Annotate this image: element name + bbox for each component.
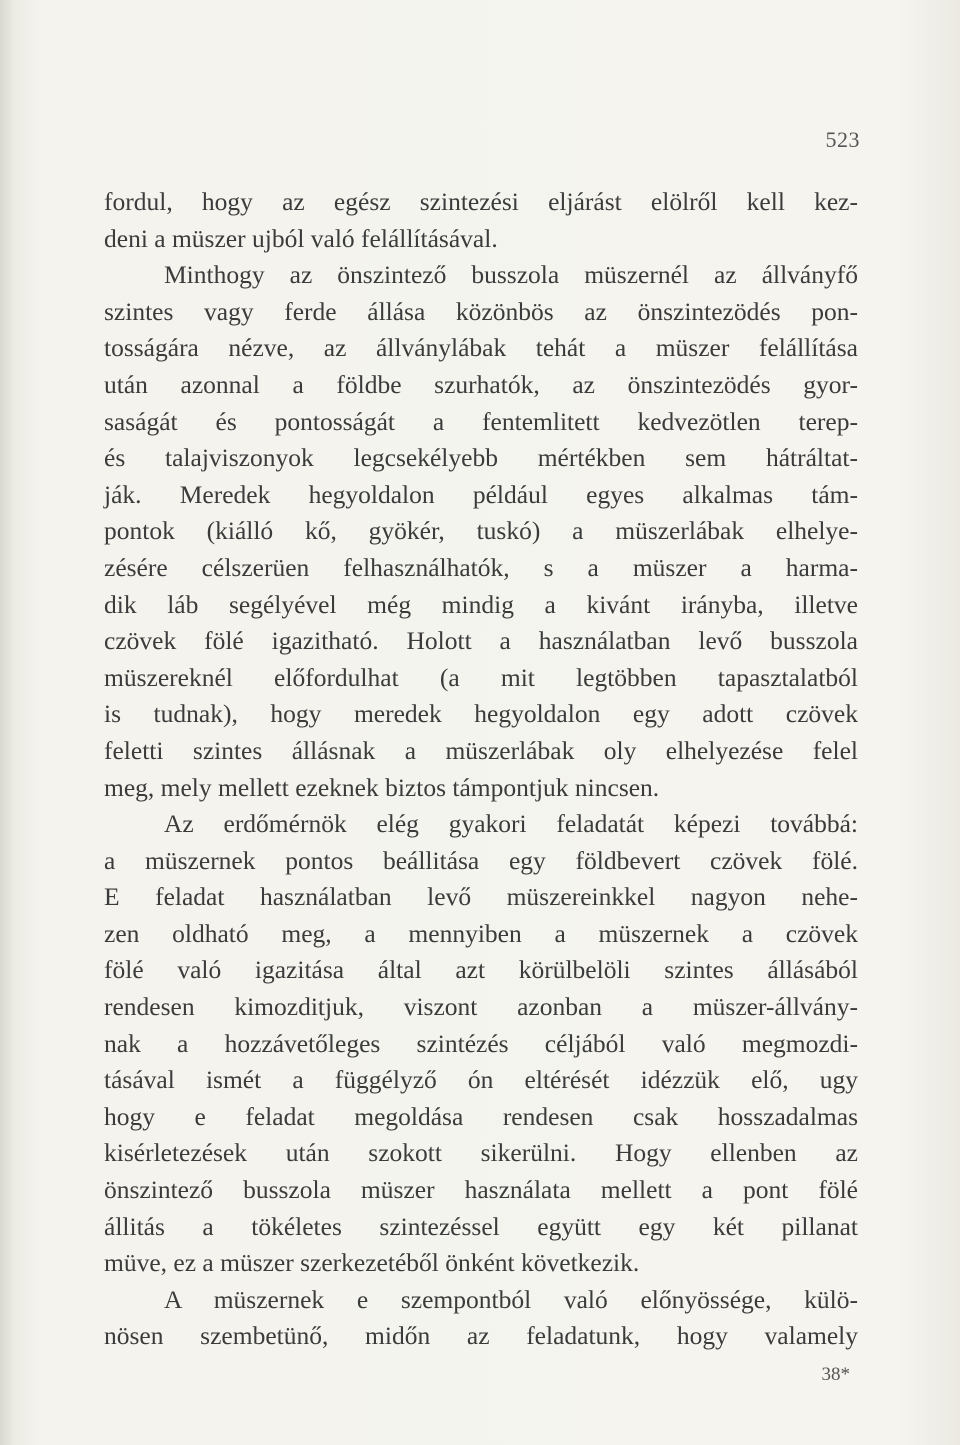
page-number: 523	[825, 127, 860, 152]
text-line: pontok (kiálló kő, gyökér, tuskó) a müszerlábak elhelye-	[104, 516, 858, 546]
text-line: hogy e feladat megoldása rendesen csak hosszadalmas	[104, 1101, 858, 1131]
text-line: és talajviszonyok legcsekélyebb mértékben sem hátráltat-	[104, 443, 858, 473]
body-text	[104, 184, 858, 1355]
text-line: nösen szembetünő, midőn az feladatunk, hogy valamely	[104, 1321, 858, 1351]
text-line: tosságára nézve, az állványlábak tehát a müszer felállítása	[104, 333, 858, 363]
text-line: müszereknél előfordulhat (a mit legtöbben tapasztalatból	[104, 662, 858, 692]
text-line: zésére célszerüen felhasználhatók, s a müszer a harma-	[104, 552, 858, 582]
text-line: is tudnak), hogy meredek hegyoldalon egy adott czövek	[104, 699, 858, 729]
text-line: kisérletezések után szokott sikerülni. Hogy ellenben az	[104, 1138, 858, 1168]
text-line: A müszernek e szempontból való előnyössége, külö-	[164, 1284, 858, 1314]
text-line: E feladat használatban levő müszereinkkel nagyon nehe-	[104, 882, 858, 912]
signature-mark: 38*	[821, 1364, 850, 1385]
text-line: rendesen kimozditjuk, viszont azonban a müszer-állvány-	[104, 992, 858, 1022]
text-line: czövek fölé igazitható. Holott a használatban levő busszola	[104, 626, 858, 656]
text-line: önszintező busszola müszer használata mellett a pont fölé	[104, 1175, 858, 1205]
text-line: a müszernek pontos beállitása egy földbevert czövek fölé.	[104, 845, 858, 875]
text-line: fölé való igazitása által azt körülbelöli szintes állásából	[104, 955, 858, 985]
text-line: Az erdőmérnök elég gyakori feladatát képezi továbbá:	[164, 809, 858, 839]
text-line: állitás a tökéletes szintezéssel együtt egy két pillanat	[104, 1211, 858, 1241]
text-line: müve, ez a müszer szerkezetéből önként következik.	[104, 1248, 640, 1278]
text-line: dik láb segélyével még mindig a kivánt irányba, illetve	[104, 589, 858, 619]
text-line: fordul, hogy az egész szintezési eljárást elölről kell kez-	[104, 187, 858, 216]
text-line: ják. Meredek hegyoldalon például egyes alkalmas tám-	[104, 479, 858, 509]
text-line: zen oldható meg, a mennyiben a müszernek a czövek	[104, 918, 858, 948]
text-line: feletti szintes állásnak a müszerlábak oly elhelyezése felel	[104, 735, 858, 765]
text-line: tásával ismét a függélyző ón eltérését idézzük elő, ugy	[104, 1065, 858, 1095]
text-line: nak a hozzávetőleges szintézés céljából való megmozdi-	[104, 1028, 858, 1058]
text-line: saságát és pontosságát a fentemlitett kedvezötlen terep-	[104, 406, 858, 436]
text-line: meg, mely mellett ezeknek biztos támpontjuk nincsen.	[104, 772, 660, 802]
text-line: Minthogy az önszintező busszola müszernél az állványfő	[164, 260, 858, 290]
text-line: után azonnal a földbe szurhatók, az önszintezödés gyor-	[104, 369, 858, 399]
text-line: deni a müszer ujból való felállításával.	[104, 223, 498, 253]
text-line: szintes vagy ferde állása közönbös az önszintezödés pon-	[104, 296, 858, 326]
